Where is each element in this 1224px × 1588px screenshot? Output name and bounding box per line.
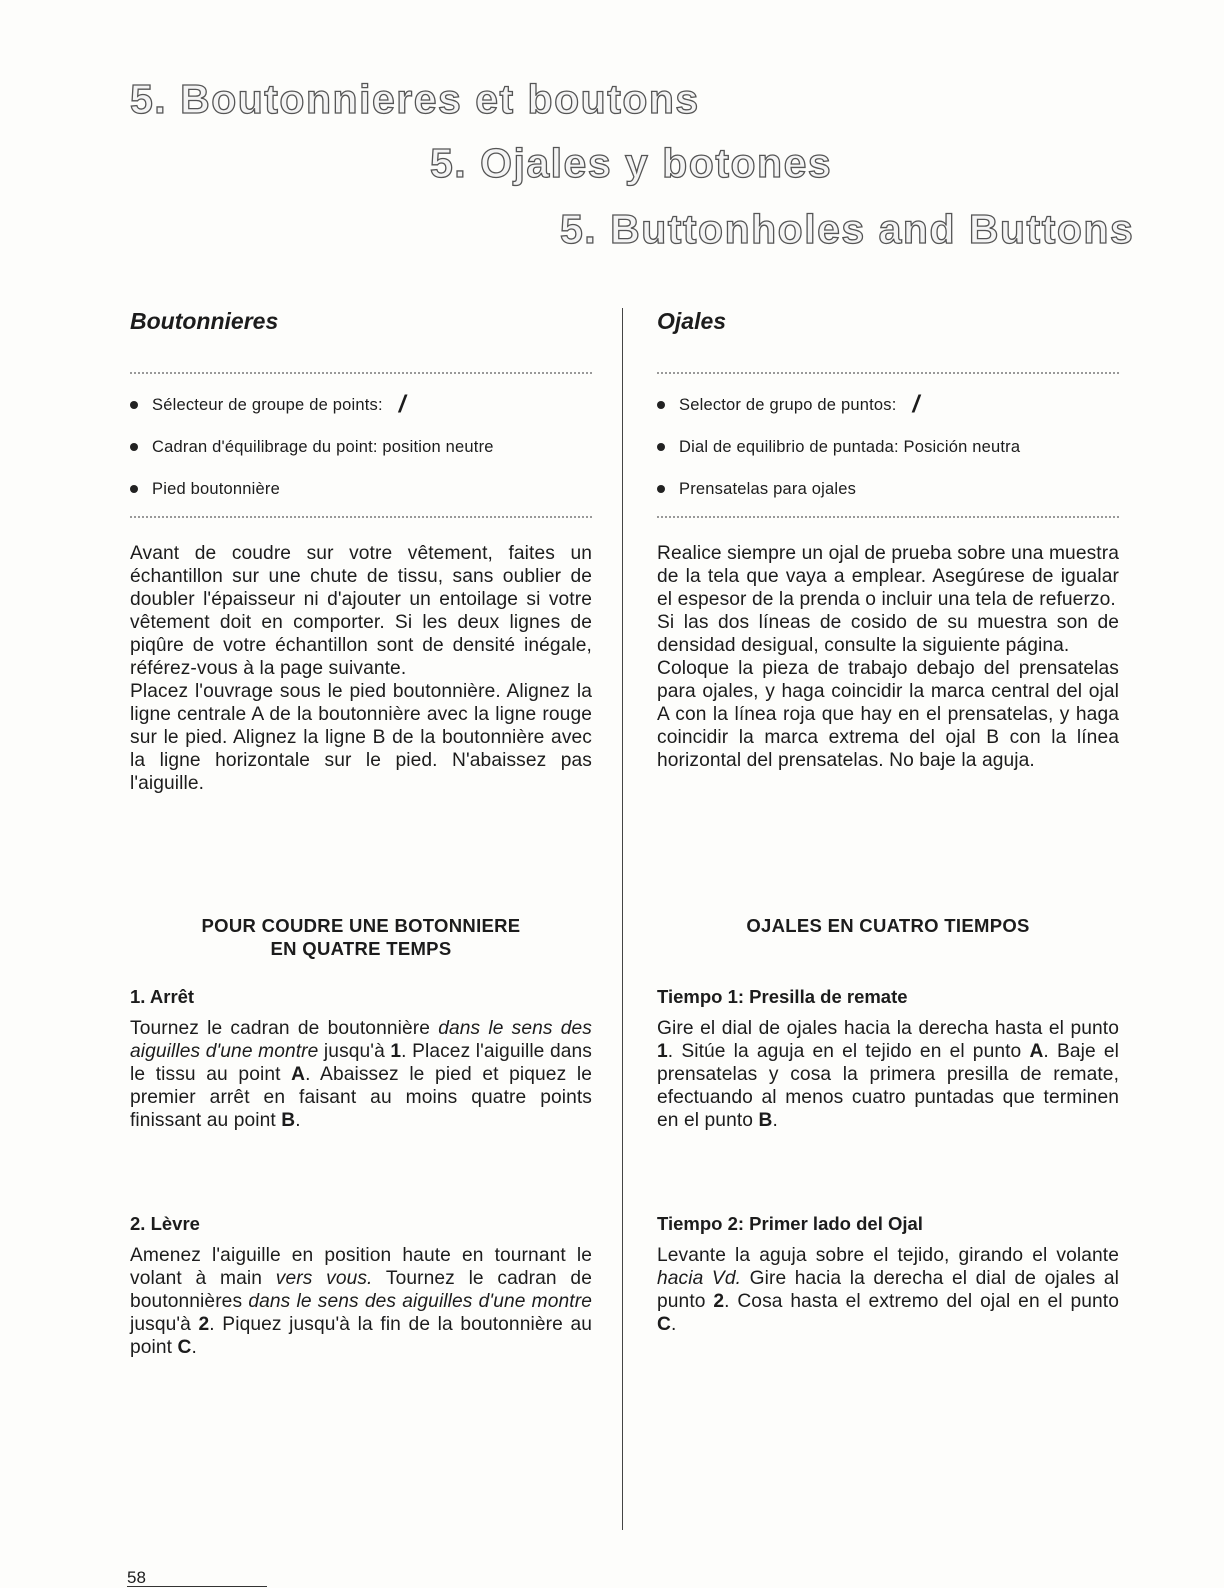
- step-1: [657, 985, 1119, 1132]
- title-english: 5. Buttonholes and Buttons: [560, 206, 1135, 252]
- section-heading-line: POUR COUDRE UNE BOTONNIERE: [201, 915, 521, 936]
- bullet-icon: [130, 401, 138, 409]
- setting-item: [130, 426, 592, 468]
- setting-item: [657, 468, 1119, 510]
- section-heading: [130, 914, 592, 960]
- step-2: [657, 1212, 1119, 1336]
- section-heading-line: OJALES EN CUATRO TIEMPOS: [746, 915, 1030, 936]
- settings-list: [130, 374, 592, 516]
- page-number: 58: [127, 1568, 146, 1587]
- step-text: Levante la aguja sobre el tejido, girando el volante hacia Vd. Gire hacia la derecha el dial de ojales al punto 2. Cosa hasta el extremo del ojal en el punto C.: [657, 1245, 1119, 1335]
- setting-label: Selector de grupo de puntos:: [679, 396, 897, 414]
- setting-item: [130, 384, 592, 426]
- section-heading-line: EN QUATRE TEMPS: [270, 938, 452, 959]
- setting-label: Cadran d'équilibrage du point: position neutre: [152, 438, 494, 456]
- dotted-rule: [130, 516, 592, 518]
- step-2: [130, 1212, 592, 1359]
- bullet-icon: [657, 443, 665, 451]
- setting-item: [130, 468, 592, 510]
- column-spanish: [657, 300, 1119, 1335]
- slash-stitch-icon: /: [398, 391, 406, 418]
- intro-paragraph: Realice siempre un ojal de prueba sobre una muestra de la tela que vaya a emplear. Asegúrese de igualar el espesor de la prenda o incluir una tela de refuerzo.: [657, 543, 1119, 610]
- intro-paragraph: Si las dos líneas de cosido de su muestra son de densidad desigual, consulte la siguiente página.: [657, 612, 1119, 656]
- setting-item: [657, 384, 1119, 426]
- column-heading: Ojales: [657, 308, 727, 334]
- column-divider: [622, 308, 623, 1530]
- page-number-rule: [127, 1586, 267, 1587]
- bullet-icon: [657, 485, 665, 493]
- step-title: Tiempo 2: Primer lado del Ojal: [657, 1213, 923, 1234]
- dotted-rule: [657, 516, 1119, 518]
- step-title: 1. Arrêt: [130, 986, 195, 1007]
- step-title: Tiempo 1: Presilla de remate: [657, 986, 908, 1007]
- title-french: 5. Boutonnieres et boutons: [130, 76, 700, 122]
- setting-label: Pied boutonnière: [152, 480, 280, 498]
- setting-label: Dial de equilibrio de puntada: Posición neutra: [679, 438, 1021, 456]
- intro-paragraph: Avant de coudre sur votre vêtement, faites un échantillon sur une chute de tissu, sans oublier de doubler l'épaisseur ni d'ajouter un entoilage si votre vêtement doit en comporter. Si les deux lignes de piqûre de votre échantillon sont de densité inégale, référez-vous à la page suivante.: [130, 543, 592, 679]
- setting-label: Sélecteur de groupe de points:: [152, 396, 383, 414]
- bullet-icon: [130, 485, 138, 493]
- section-heading: [657, 914, 1119, 937]
- settings-list: [657, 374, 1119, 516]
- step-1: [130, 985, 592, 1132]
- step-text: Gire el dial de ojales hacia la derecha hasta el punto 1. Sitúe la aguja en el tejido en el punto A. Baje el prensatelas y cosa la primera presilla de remate, efectuando al menos cuatro puntadas que terminen en el punto B.: [657, 1018, 1119, 1131]
- column-heading: Boutonnieres: [130, 308, 279, 334]
- intro-text: [130, 542, 592, 795]
- intro-text: [657, 542, 1119, 772]
- step-text: Amenez l'aiguille en position haute en tournant le volant à main vers vous. Tournez le cadran de boutonnières dans le sens des aiguilles d'une montre jusqu'à 2. Piquez jusqu'à la fin de la boutonnière au point C.: [130, 1245, 592, 1358]
- intro-paragraph: Coloque la pieza de trabajo debajo del prensatelas para ojales, y haga coincidir la marca central del ojal A con la línea roja que hay en el prensatelas, y haga coincidir la marca extrema del ojal B con la línea horizontal del prensatelas. No baje la aguja.: [657, 658, 1119, 771]
- step-text: Tournez le cadran de boutonnière dans le sens des aiguilles d'une montre jusqu'à 1. Placez l'aiguille dans le tissu au point A. Abaissez le pied et piquez le premier arrêt en faisant au moins quatre points finissant au point B.: [130, 1018, 592, 1131]
- setting-item: [657, 426, 1119, 468]
- intro-paragraph: Placez l'ouvrage sous le pied boutonnière. Alignez la ligne centrale A de la boutonnière avec la ligne rouge sur le pied. Alignez la ligne B de la boutonnière avec la ligne horizontale sur le pied. N'abaissez pas l'aiguille.: [130, 681, 592, 794]
- column-french: [130, 300, 592, 1358]
- setting-label: Prensatelas para ojales: [679, 480, 857, 498]
- slash-stitch-icon: /: [912, 391, 920, 418]
- title-spanish: 5. Ojales y botones: [430, 140, 833, 186]
- bullet-icon: [657, 401, 665, 409]
- bullet-icon: [130, 443, 138, 451]
- step-title: 2. Lèvre: [130, 1213, 200, 1234]
